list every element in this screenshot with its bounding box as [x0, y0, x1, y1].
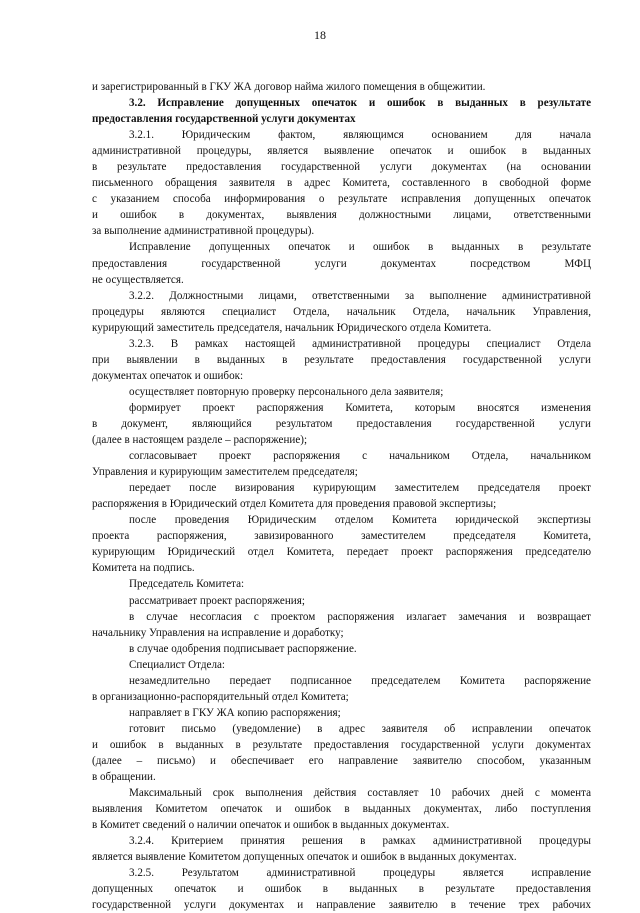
- text-line: 3.2.1. Юридическим фактом, являющимся основанием для начала: [129, 129, 591, 142]
- text-line: в Комитет сведений о наличии опечаток и ошибок в выданных документах.: [92, 819, 450, 832]
- text-line: письменного обращения заявителя в адрес Комитета, составленного в свободной форме: [92, 177, 591, 190]
- text-line: административной процедуры, является выявление опечаток и ошибок в выданных: [92, 145, 591, 158]
- text-line: (далее в настоящем разделе – распоряжение);: [92, 434, 308, 447]
- text-line: проекта распоряжения, завизированного заместителем председателя Комитета,: [92, 530, 591, 543]
- text-line: с указанием способа информирования о результате исправления допущенных опечаток: [92, 193, 591, 206]
- text-line: Управления и курирующим заместителем председателя;: [92, 466, 358, 479]
- text-line: и ошибок в выданных в результате предоставления государственной услуги документах: [92, 738, 591, 751]
- text-line: и ошибок в документах, выявления должностными лицами, ответственными: [92, 209, 591, 222]
- text-line: 3.2.3. В рамках настоящей административной процедуры специалист Отдела: [129, 337, 591, 350]
- text-line: и зарегистрированный в ГКУ ЖА договор найма жилого помещения в общежитии.: [92, 81, 486, 93]
- text-line: распоряжения в Юридический отдел Комитета для проведения правовой экспертизы;: [92, 498, 497, 511]
- text-line: выявления Комитетом опечаток и ошибок в выданных документах, либо поступления: [92, 803, 591, 816]
- text-line: готовит письмо (уведомление) в адрес заявителя об исправлении опечаток: [129, 722, 591, 735]
- text-line: процедуры являются специалист Отдела, начальник Отдела, начальник Управления,: [92, 305, 591, 318]
- text-line: (далее – письмо) и обеспечивает его направление заявителю способом, указанным: [92, 754, 591, 767]
- page-number: 18: [314, 28, 326, 42]
- text-line: 3.2. Исправление допущенных опечаток и ошибок в выданных в результате: [129, 97, 591, 110]
- text-line: Максимальный срок выполнения действия составляет 10 рабочих дней с момента: [129, 787, 591, 800]
- text-line: Комитета на подпись.: [92, 562, 195, 575]
- text-line: 3.2.5. Результатом административной процедуры является исправление: [129, 867, 591, 880]
- text-line: Специалист Отдела:: [129, 658, 225, 671]
- text-line: передает после визирования курирующим заместителем председателя проект: [129, 482, 591, 495]
- text-line: Исправление допущенных опечаток и ошибок в выданных в результате: [129, 241, 591, 254]
- text-line: начальнику Управления на исправление и доработку;: [92, 626, 344, 639]
- text-line: 3.2.4. Критерием принятия решения в рамках административной процедуры: [129, 835, 591, 848]
- text-line: не осуществляется.: [92, 273, 184, 286]
- text-line: курирующий заместитель председателя, начальник Юридического отдела Комитета.: [92, 321, 492, 334]
- text-line: осуществляет повторную проверку персонального дела заявителя;: [129, 385, 444, 398]
- text-line: рассматривает проект распоряжения;: [129, 594, 305, 607]
- text-line: согласовывает проект распоряжения с начальником Отдела, начальником: [129, 450, 591, 463]
- text-line: после проведения Юридическим отделом Комитета юридической экспертизы: [129, 514, 591, 527]
- text-line: в документ, являющийся результатом предоставления государственной услуги: [92, 417, 591, 430]
- text-line: в обращении.: [92, 771, 156, 784]
- text-line: в случае несогласия с проектом распоряжения излагает замечания и возвращает: [129, 610, 591, 623]
- text-line: незамедлительно передает подписанное председателем Комитета распоряжение: [129, 674, 591, 687]
- text-line: в результате предоставления государственной услуги документах (на основании: [92, 161, 591, 174]
- text-line: Председатель Комитета:: [129, 578, 245, 591]
- text-line: предоставления государственной услуги документах посредством МФЦ: [92, 257, 591, 270]
- text-line: является выявление Комитетом допущенных опечаток и ошибок в выданных документах.: [92, 851, 517, 864]
- text-line: в случае одобрения подписывает распоряжение.: [129, 642, 357, 655]
- text-line: документах опечаток и ошибок:: [92, 369, 244, 382]
- text-line: предоставления государственной услуги документах: [92, 113, 356, 126]
- text-line: государственной услуги документах и направление заявителю в течение трех рабочих: [92, 899, 591, 912]
- document-text: [92, 79, 591, 913]
- text-line: формирует проект распоряжения Комитета, которым вносятся изменения: [129, 401, 591, 414]
- text-line: при выявлении в выданных в результате предоставления государственной услуги: [92, 353, 591, 366]
- text-line: за выполнение административной процедуры).: [92, 225, 315, 238]
- text-line: курирующим Юридический отдел Комитета, передает проект распоряжения председателю: [92, 546, 591, 559]
- text-line: 3.2.2. Должностными лицами, ответственными за выполнение административной: [129, 289, 591, 302]
- text-line: в организационно-распорядительный отдел Комитета;: [92, 690, 349, 703]
- text-line: допущенных опечаток и ошибок в выданных в результате предоставления: [92, 883, 591, 896]
- text-line: направляет в ГКУ ЖА копию распоряжения;: [129, 706, 341, 719]
